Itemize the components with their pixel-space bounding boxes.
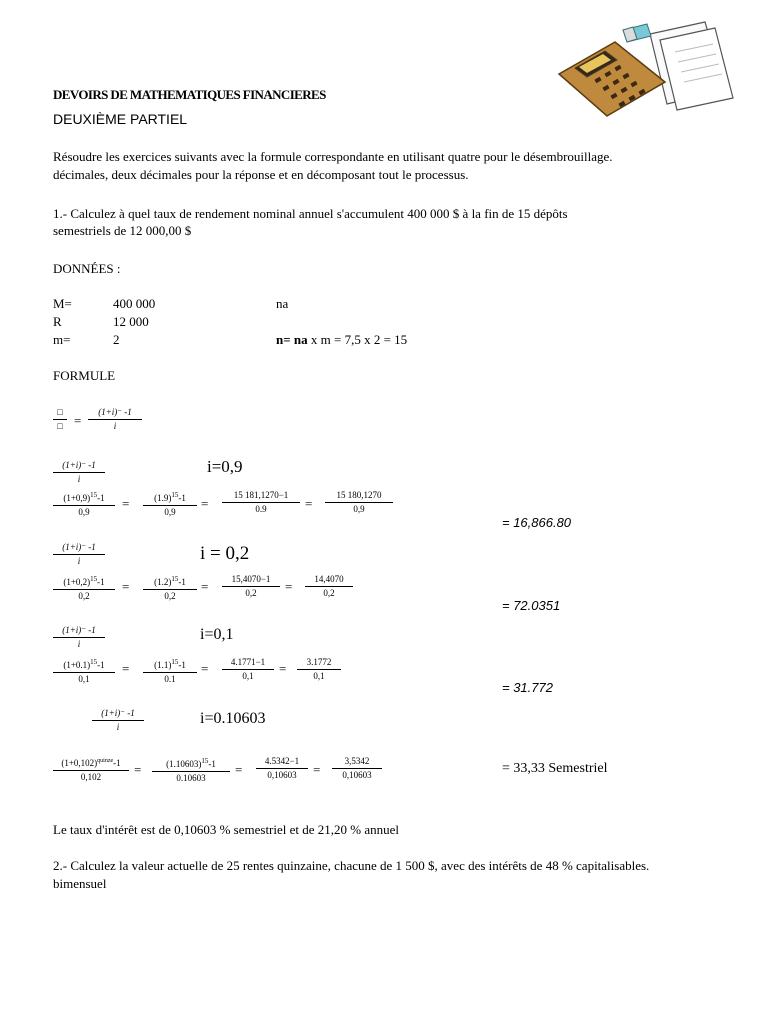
- trial-1-result: = 16,866.80: [502, 515, 572, 530]
- trial-2-generic-fraction: (1+i)⁻ -1 i: [53, 542, 105, 567]
- exercise-2-line-1: 2.- Calculez la valeur actuelle de 25 rentes quinzaine, chacune de 1 500 $, avec des intérêts de 48 % capitalisables.: [53, 858, 650, 873]
- data-m-label: M=: [53, 296, 72, 311]
- trial-4-result: = 33,33 Semestriel: [502, 761, 608, 776]
- document-title: DEVOIRS DE MATHEMATIQUES FINANCIERES: [53, 87, 326, 102]
- trial-1-step-1: $(1+0,9)^{15}-1$ 0,9: [53, 490, 115, 518]
- data-mm-label: m=: [53, 332, 71, 347]
- trial-3-step-3: 4.1771−1 0,1: [222, 657, 274, 682]
- exercise-1-conclusion: Le taux d'intérêt est de 0,10603 % semestriel et de 21,20 % annuel: [53, 822, 400, 837]
- trial-1-i-label: i=0,9: [207, 457, 243, 476]
- data-r-label: R: [53, 314, 62, 329]
- exercise-2-line-2: bimensuel: [53, 876, 107, 891]
- trial-4-step-3: 4.5342−1 0,10603: [256, 756, 308, 781]
- formula-lhs-fraction: □ □: [53, 407, 67, 432]
- trial-1-step-3: 15 181,1270−1 0.9: [222, 490, 300, 515]
- formule-label: FORMULE: [53, 368, 116, 383]
- trial-1-step-2: $(1.9)^{15}-1$ 0,9: [143, 490, 197, 518]
- trial-3-step-4: 3.1772 0,1: [297, 657, 341, 682]
- donnees-label: DONNÉES :: [53, 261, 121, 276]
- document-subtitle: DEUXIÈME PARTIEL: [53, 111, 188, 127]
- data-m-value: 400 000: [113, 296, 156, 311]
- trial-3-generic-fraction: (1+i)⁻ -1 i: [53, 625, 105, 650]
- trial-3-result: = 31.772: [502, 680, 553, 695]
- trial-2-step-1: $(1+0,2)^{15}-1$ 0,2: [53, 574, 115, 602]
- data-n-formula: n= na x m = 7,5 x 2 = 15: [276, 332, 408, 347]
- trial-2-step-4: 14,4070 0,2: [305, 574, 353, 599]
- trial-1-generic-fraction: (1+i)⁻ -1 i: [53, 460, 105, 485]
- trial-4-i-label: i=0.10603: [200, 710, 266, 727]
- instructions-line-1: Résoudre les exercices suivants avec la formule correspondante en utilisant quatre pour le désembrouillage.: [53, 149, 613, 164]
- trial-3-i-label: i=0,1: [200, 626, 234, 643]
- trial-2-step-3: 15,4070−1 0,2: [222, 574, 280, 599]
- trial-1-step-4: 15 180,1270 0,9: [325, 490, 393, 515]
- data-na-label: na: [276, 296, 289, 311]
- exercise-1-line-2: semestriels de 12 000,00 $: [53, 223, 192, 238]
- trial-2-i-label: i = 0,2: [200, 543, 250, 564]
- formula-equals: =: [74, 413, 82, 428]
- calculator-papers-illustration: [555, 12, 755, 122]
- data-r-value: 12 000: [113, 314, 149, 329]
- data-mm-value: 2: [113, 332, 120, 347]
- trial-4-step-1: $(1+0,102)^{quinze}-1$ 0,102: [53, 756, 129, 783]
- formula-rhs-fraction: (1+i)⁻ -1 i: [88, 407, 142, 432]
- trial-4-step-4: 3,5342 0,10603: [332, 756, 382, 781]
- trial-4-step-2: $(1.10603)^{15}-1$ 0.10603: [152, 756, 230, 784]
- trial-4-generic-fraction: (1+i)⁻ -1 i: [92, 708, 144, 733]
- trial-3-step-1: $(1+0.1)^{15}-1$ 0,1: [53, 657, 115, 685]
- trial-2-result: = 72.0351: [502, 598, 561, 613]
- exercise-1-line-1: 1.- Calculez à quel taux de rendement nominal annuel s'accumulent 400 000 $ à la fin de 15 dépôts: [53, 206, 568, 221]
- trial-3-step-2: $(1.1)^{15}-1$ 0.1: [143, 657, 197, 685]
- trial-2-step-2: $(1.2)^{15}-1$ 0,2: [143, 574, 197, 602]
- instructions-line-2: décimales, deux décimales pour la réponse et en décomposant tout le processus.: [53, 167, 469, 182]
